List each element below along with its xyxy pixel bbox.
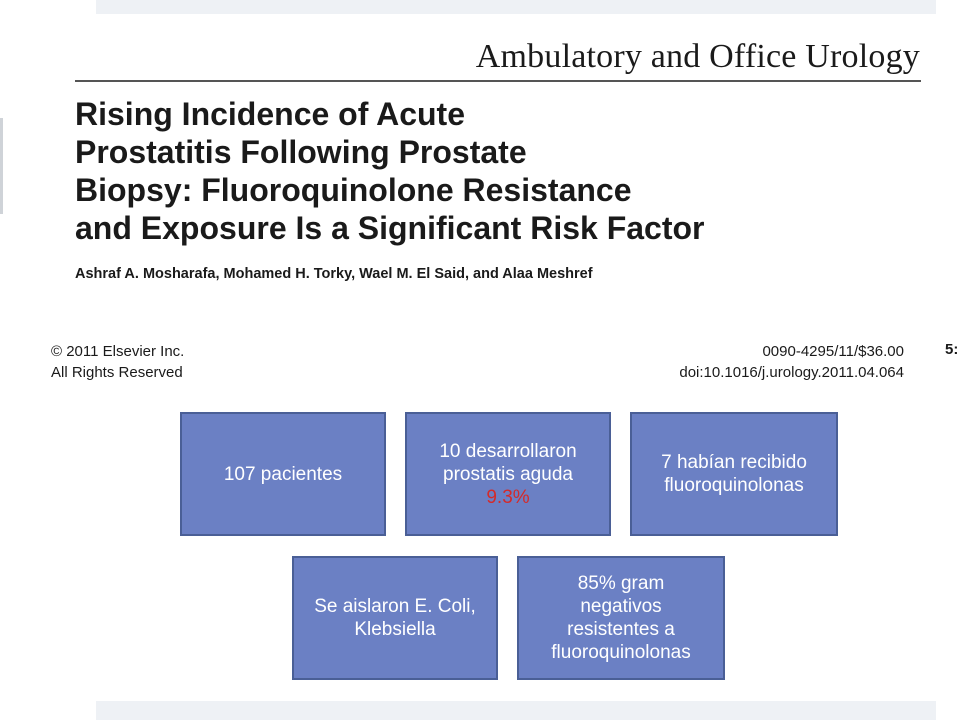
box-text: 85% gram xyxy=(577,573,665,594)
box-text: negativos xyxy=(580,596,662,617)
box-text: prostatis aguda xyxy=(443,463,573,485)
paper-title xyxy=(75,95,935,247)
box-text: resistentes a xyxy=(567,619,675,640)
header-rule xyxy=(75,80,921,82)
box-received-fluoroquinolones xyxy=(630,412,838,536)
box-text: Se aislaron E. Coli, xyxy=(314,596,476,617)
doi-line: doi:10.1016/j.urology.2011.04.064 xyxy=(679,364,904,381)
page-number-fragment: 5: xyxy=(945,341,959,358)
left-edge-mark xyxy=(0,118,3,214)
top-band xyxy=(96,0,936,14)
publication-meta xyxy=(679,341,904,383)
box-text: 107 pacientes xyxy=(223,463,343,485)
title-line: Rising Incidence of Acute xyxy=(75,96,465,132)
box-developed-prostatitis xyxy=(405,412,611,536)
copyright-line: © 2011 Elsevier Inc. xyxy=(51,343,185,360)
box-text: 7 habían recibido xyxy=(661,452,807,473)
box-patients xyxy=(180,412,386,536)
author-list: Ashraf A. Mosharafa, Mohamed H. Torky, Wael M. El Said, and Alaa Meshref xyxy=(75,266,593,282)
rights-line: All Rights Reserved xyxy=(51,364,183,381)
box-text: Klebsiella xyxy=(354,619,436,640)
box-isolated-organisms xyxy=(292,556,498,680)
box-resistance xyxy=(517,556,725,680)
issn-price: 0090-4295/11/$36.00 xyxy=(762,343,904,360)
incidence-percentage: 9.3% xyxy=(486,486,530,508)
title-line: and Exposure Is a Significant Risk Factor xyxy=(75,210,705,246)
box-text: fluoroquinolonas xyxy=(551,642,691,663)
copyright-block xyxy=(51,341,184,383)
title-line: Biopsy: Fluoroquinolone Resistance xyxy=(75,172,632,208)
bottom-band xyxy=(96,701,936,720)
title-line: Prostatitis Following Prostate xyxy=(75,134,527,170)
box-text: fluoroquinolonas xyxy=(664,475,804,496)
journal-section-heading: Ambulatory and Office Urology xyxy=(475,38,920,75)
box-text: 10 desarrollaron xyxy=(439,440,577,462)
